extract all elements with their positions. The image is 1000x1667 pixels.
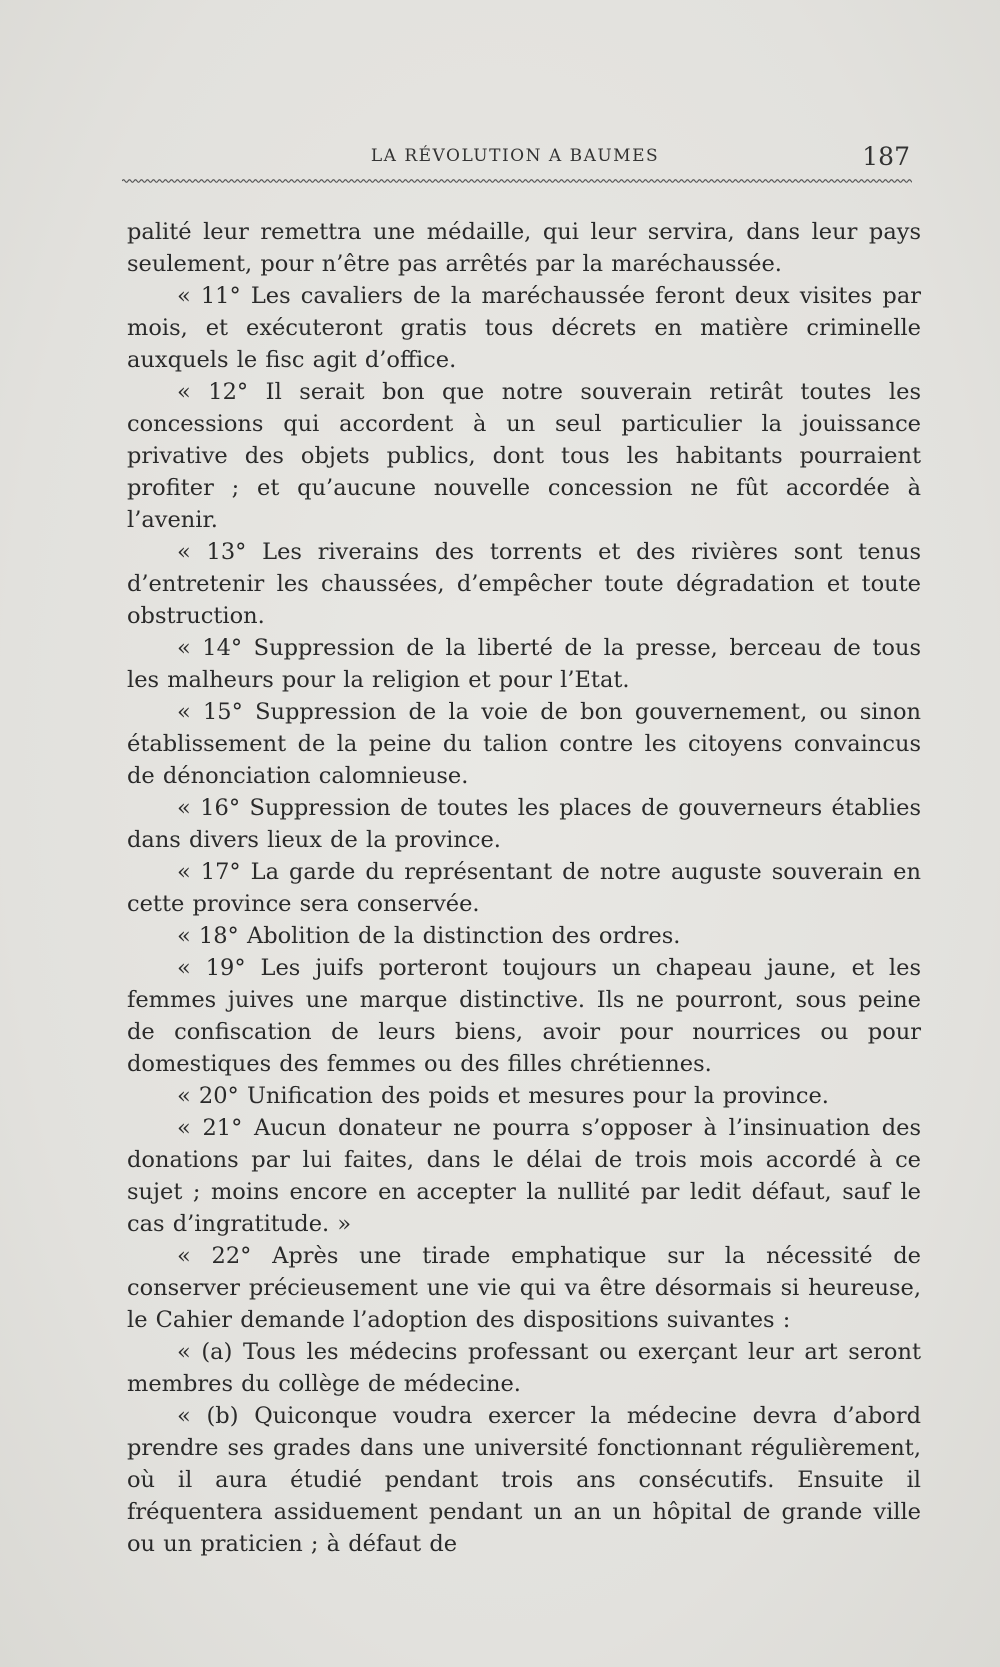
- paragraph-item-a: « (a) Tous les médecins professant ou exerçant leur art seront membres du collège de médecine.: [127, 1339, 921, 1397]
- paragraph-item-13: « 13° Les riverains des torrents et des rivières sont tenus d’entretenir les chaussées, d’empêcher toute dégradation et toute obstruction.: [127, 539, 921, 629]
- paragraph-item-15: « 15° Suppression de la voie de bon gouvernement, ou sinon établissement de la peine du talion contre les citoyens convaincus de dénonciation calomnieuse.: [127, 699, 921, 789]
- paragraph-item-16: « 16° Suppression de toutes les places de gouverneurs établies dans divers lieux de la province.: [127, 795, 921, 853]
- body-text: [127, 216, 921, 1560]
- header-wavy-rule: [122, 178, 912, 184]
- paragraph-item-18: « 18° Abolition de la distinction des ordres.: [177, 923, 681, 949]
- running-title: LA RÉVOLUTION A BAUMES: [370, 146, 660, 166]
- paragraph-item-12: « 12° Il serait bon que notre souverain retirât toutes les concessions qui accordent à un seul particulier la jouissance privative des objets publics, dont tous les habitants pourraient profiter ; et qu’aucune nouvelle concession ne fût accordée à l’avenir.: [127, 379, 921, 533]
- paragraph-item-14: « 14° Suppression de la liberté de la presse, berceau de tous les malheurs pour la religion et pour l’Etat.: [127, 635, 921, 693]
- page-header: [120, 142, 910, 176]
- paragraph-continuation: palité leur remettra une médaille, qui leur servira, dans leur pays seulement, pour n’être pas arrêtés par la maréchaussée.: [127, 219, 921, 277]
- paragraph-item-19: « 19° Les juifs porteront toujours un chapeau jaune, et les femmes juives une marque distinctive. Ils ne pourront, sous peine de confiscation de leurs biens, avoir pour nourrices ou pour domestiques des femmes ou des filles chrétiennes.: [127, 955, 921, 1077]
- page-number: 187: [862, 142, 910, 171]
- paragraph-item-20: « 20° Unification des poids et mesures pour la province.: [177, 1083, 829, 1109]
- paragraph-item-11: « 11° Les cavaliers de la maréchaussée feront deux visites par mois, et exécuteront gratis tous décrets en matière criminelle auxquels le fisc agit d’office.: [127, 283, 921, 373]
- paragraph-item-b: « (b) Quiconque voudra exercer la médecine devra d’abord prendre ses grades dans une université fonctionnant régulièrement, où il aura étudié pendant trois ans consécutifs. Ensuite il fréquentera assiduement pendant un an un hôpital de grande ville ou un praticien ; à défaut de: [127, 1403, 921, 1557]
- paragraph-item-22: « 22° Après une tirade emphatique sur la nécessité de conserver précieusement une vie qui va être désormais si heureuse, le Cahier demande l’adoption des dispositions suivantes :: [127, 1243, 921, 1333]
- paragraph-item-21: « 21° Aucun donateur ne pourra s’opposer à l’insinuation des donations par lui faites, dans le délai de trois mois accordé à ce sujet ; moins encore en accepter la nullité par ledit défaut, sauf le cas d’ingratitude. »: [127, 1115, 921, 1237]
- paragraph-item-17: « 17° La garde du représentant de notre auguste souverain en cette province sera conservée.: [127, 859, 921, 917]
